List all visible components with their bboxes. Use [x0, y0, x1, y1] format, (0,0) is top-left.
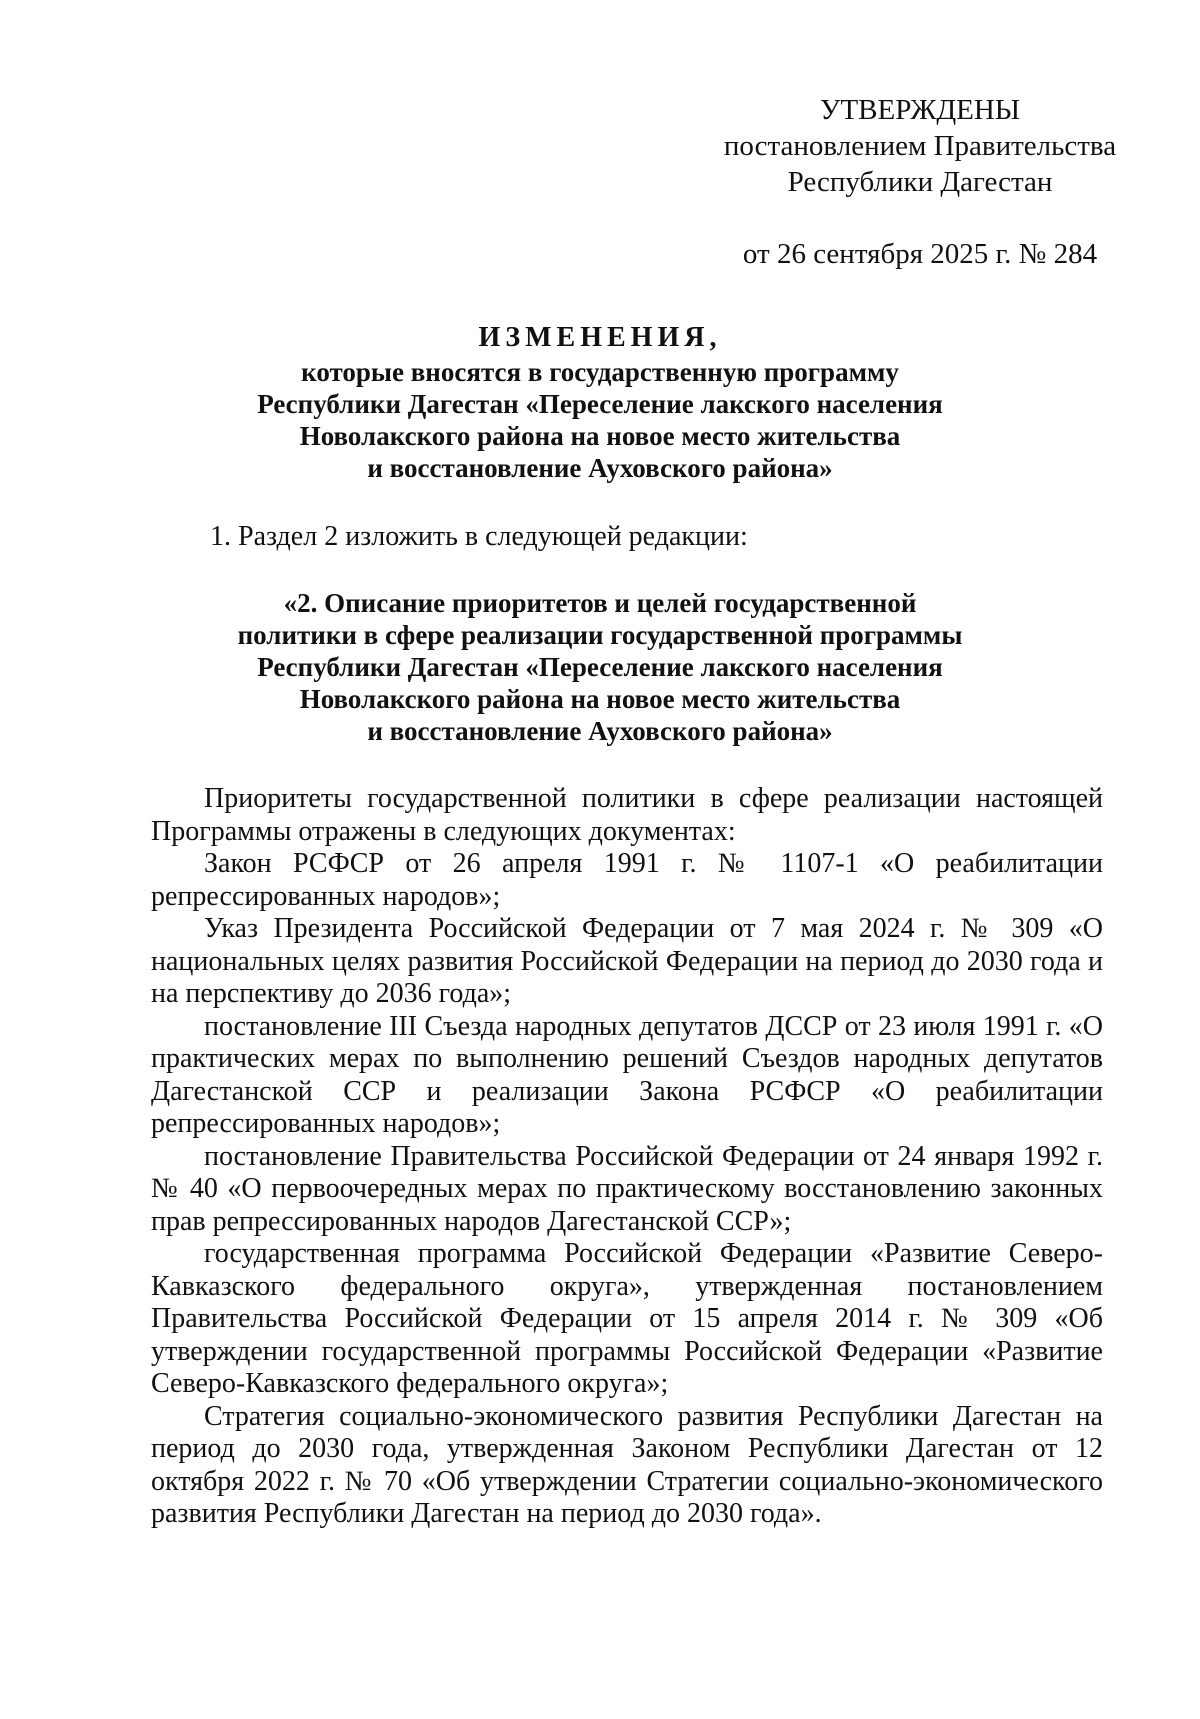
document-title [150, 322, 1050, 484]
paragraph-government-resolution: постановление Правительства Российской Федерации от 24 января 1992 г. № 40 «О первоочередных мерах по практическому восстановлению законных прав репрессированных народов Дагестанской ССР»; [151, 1140, 1103, 1237]
title-line: и восстановление Ауховского района» [367, 453, 833, 483]
paragraph-state-program: государственная программа Российской Федерации «Развитие Северо-Кавказского федерального округа», утвержденная постановлением Правительства Российской Федерации от 15 апреля 2014 г. № 309 «Об утверждении государственной программы Российской Федерации «Развитие Северо-Кавказского федерального округа»; [151, 1238, 1103, 1399]
paragraph-intro: Приоритеты государственной политики в сфере реализации настоящей Программы отражены в следующих документах: [151, 783, 1103, 847]
approval-authority: постановлением Правительства [723, 130, 1117, 162]
title-line: которые вносятся в государственную программу [301, 357, 899, 387]
section-heading-line: Республики Дагестан «Переселение лакского населения [257, 652, 943, 682]
body-text [151, 783, 1103, 1531]
clause-1: 1. Раздел 2 изложить в следующей редакции: [210, 521, 748, 552]
approval-region: Республики Дагестан [787, 166, 1053, 198]
title-heading: ИЗМЕНЕНИЯ, [478, 322, 722, 353]
approval-date: от 26 сентября 2025 г. № 284 [742, 238, 1098, 270]
section-heading-line: Новолакского района на новое место жительства [299, 684, 901, 714]
paragraph-presidential-decree: Указ Президента Российской Федерации от 7 мая 2024 г. № 309 «О национальных целях развития Российской Федерации на период до 2030 года и на перспективу до 2036 года»; [151, 913, 1103, 1009]
paragraph-law-rsfsr: Закон РСФСР от 26 апреля 1991 г. № 1107-1 «О реабилитации репрессированных народов»; [151, 848, 1103, 912]
section-heading-line: и восстановление Ауховского района» [367, 716, 833, 746]
paragraph-congress-resolution: постановление III Съезда народных депутатов ДССР от 23 июля 1991 г. «О практических мерах по выполнению решений Съездов народных депутатов Дагестанской ССР и реализации Закона РСФСР «О реабилитации репрессированных народов»; [151, 1010, 1103, 1139]
paragraph-strategy: Стратегия социально-экономического развития Республики Дагестан на период до 2030 года, утвержденная Законом Республики Дагестан от 12 октября 2022 г. № 70 «Об утверждении Стратегии социально-экономического развития Республики Дагестан на период до 2030 года». [151, 1400, 1103, 1529]
section-heading [150, 587, 1050, 747]
approval-label: УТВЕРЖДЕНЫ [819, 94, 1021, 126]
section-heading-line: «2. Описание приоритетов и целей государственной [283, 588, 917, 618]
title-line: Новолакского района на новое место жительства [299, 421, 901, 451]
title-line: Республики Дагестан «Переселение лакского населения [257, 389, 943, 419]
approval-stamp [700, 92, 1140, 272]
section-heading-line: политики в сфере реализации государственной программы [237, 620, 963, 650]
